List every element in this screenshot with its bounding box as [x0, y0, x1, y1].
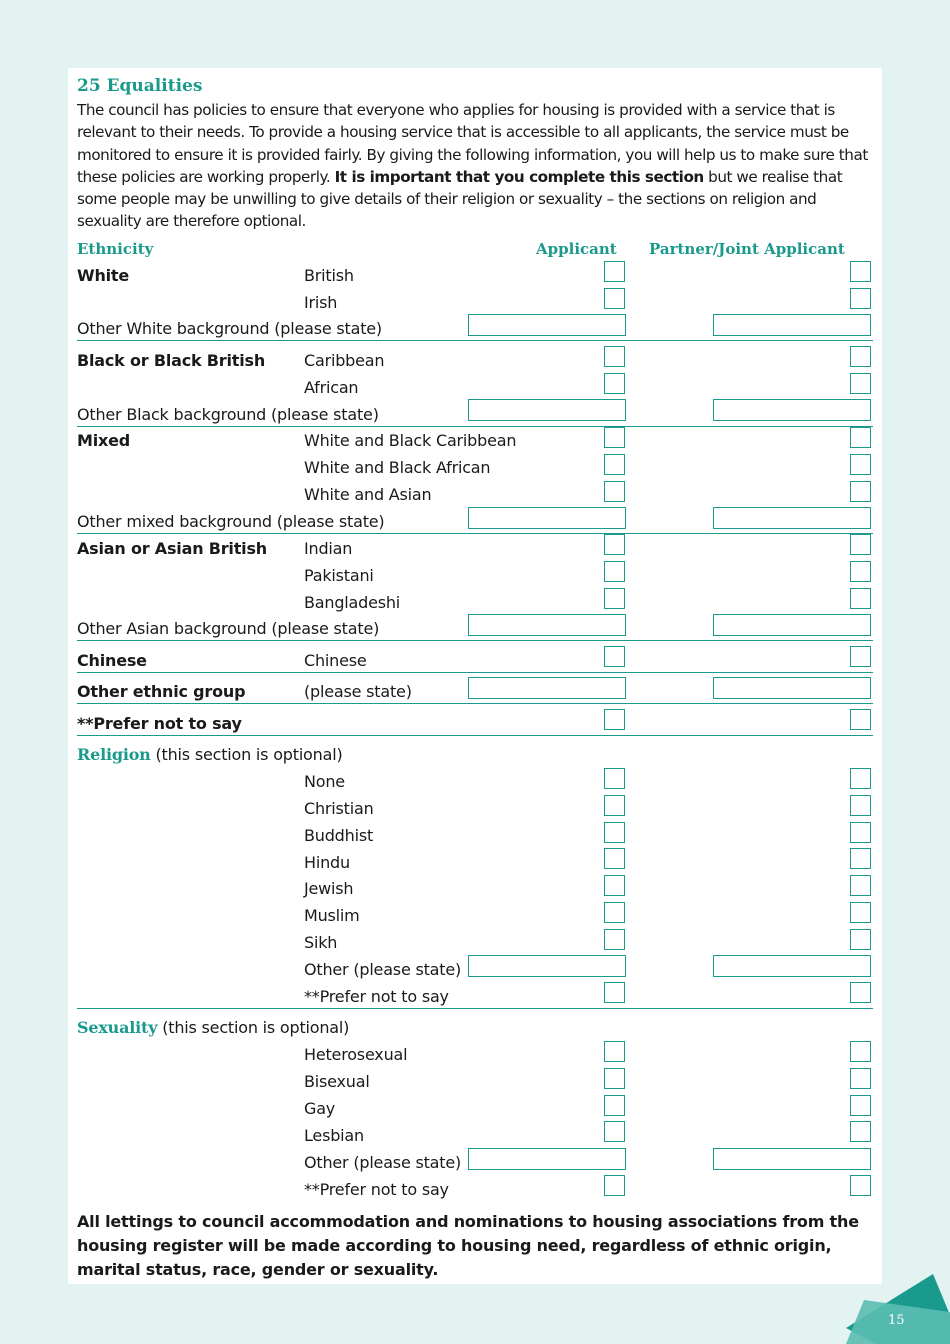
religion-option-muslim: Muslim — [304, 906, 360, 925]
sexuality-option-bisexual: Bisexual — [304, 1072, 370, 1091]
applicant-field-other-mixed[interactable] — [468, 507, 626, 529]
applicant-checkbox-white-black-caribbean[interactable] — [604, 427, 625, 448]
applicant-checkbox-muslim[interactable] — [604, 902, 625, 923]
option-chinese: Chinese — [304, 651, 367, 670]
applicant-checkbox-sexuality-prefer-not[interactable] — [604, 1175, 625, 1196]
partner-column-header: Partner/Joint Applicant — [649, 240, 845, 258]
applicant-checkbox-jewish[interactable] — [604, 875, 625, 896]
option-white-asian: White and Asian — [304, 485, 432, 504]
sexuality-option-gay: Gay — [304, 1099, 336, 1118]
option-pakistani: Pakistani — [304, 566, 374, 585]
partner-checkbox-white-black-caribbean[interactable] — [850, 427, 871, 448]
category-white: White — [77, 266, 130, 285]
partner-checkbox-sexuality-prefer-not[interactable] — [850, 1175, 871, 1196]
partner-checkbox-irish[interactable] — [850, 288, 871, 309]
intro-text-bold: It is important that you complete this section — [334, 167, 704, 186]
partner-checkbox-none[interactable] — [850, 768, 871, 789]
applicant-field-other-ethnic[interactable] — [468, 677, 626, 699]
ethnicity-heading: Ethnicity — [77, 240, 154, 258]
category-mixed: Mixed — [77, 431, 131, 450]
partner-checkbox-lesbian[interactable] — [850, 1121, 871, 1142]
applicant-field-sexuality-other[interactable] — [468, 1148, 626, 1170]
applicant-checkbox-bisexual[interactable] — [604, 1068, 625, 1089]
divider — [77, 533, 873, 534]
option-other-asian: Other Asian background (please state) — [77, 619, 380, 638]
divider — [77, 735, 873, 736]
partner-checkbox-gay[interactable] — [850, 1095, 871, 1116]
applicant-field-other-black[interactable] — [468, 399, 626, 421]
option-bangladeshi: Bangladeshi — [304, 593, 401, 612]
page-number: 15 — [888, 1313, 905, 1328]
divider — [77, 426, 873, 427]
applicant-checkbox-hindu[interactable] — [604, 848, 625, 869]
divider — [77, 703, 873, 704]
applicant-checkbox-heterosexual[interactable] — [604, 1041, 625, 1062]
applicant-checkbox-sikh[interactable] — [604, 929, 625, 950]
option-other-black: Other Black background (please state) — [77, 405, 379, 424]
section-intro — [77, 99, 877, 233]
applicant-checkbox-pakistani[interactable] — [604, 561, 625, 582]
option-british: British — [304, 266, 354, 285]
applicant-checkbox-lesbian[interactable] — [604, 1121, 625, 1142]
applicant-checkbox-bangladeshi[interactable] — [604, 588, 625, 609]
religion-option-christian: Christian — [304, 799, 374, 818]
religion-option-sikh: Sikh — [304, 933, 338, 952]
category-chinese: Chinese — [77, 651, 147, 670]
sexuality-option-heterosexual: Heterosexual — [304, 1045, 408, 1064]
partner-checkbox-religion-prefer-not[interactable] — [850, 982, 871, 1003]
applicant-field-other-asian[interactable] — [468, 614, 626, 636]
category-asian: Asian or Asian British — [77, 539, 267, 558]
divider — [77, 340, 873, 341]
partner-checkbox-jewish[interactable] — [850, 875, 871, 896]
partner-field-other-mixed[interactable] — [713, 507, 871, 529]
religion-option-hindu: Hindu — [304, 853, 350, 872]
partner-checkbox-indian[interactable] — [850, 534, 871, 555]
applicant-checkbox-ethnicity-prefer-not[interactable] — [604, 709, 625, 730]
applicant-checkbox-buddhist[interactable] — [604, 822, 625, 843]
partner-field-other-black[interactable] — [713, 399, 871, 421]
partner-checkbox-christian[interactable] — [850, 795, 871, 816]
option-african: African — [304, 378, 359, 397]
partner-checkbox-sikh[interactable] — [850, 929, 871, 950]
corner-decoration-shape — [840, 1270, 950, 1344]
religion-option-buddhist: Buddhist — [304, 826, 374, 845]
sexuality-option-lesbian: Lesbian — [304, 1126, 364, 1145]
partner-checkbox-white-black-african[interactable] — [850, 454, 871, 475]
partner-checkbox-white-asian[interactable] — [850, 481, 871, 502]
applicant-checkbox-none[interactable] — [604, 768, 625, 789]
applicant-checkbox-caribbean[interactable] — [604, 346, 625, 367]
applicant-checkbox-gay[interactable] — [604, 1095, 625, 1116]
option-irish: Irish — [304, 293, 338, 312]
partner-checkbox-african[interactable] — [850, 373, 871, 394]
partner-checkbox-chinese[interactable] — [850, 646, 871, 667]
partner-field-sexuality-other[interactable] — [713, 1148, 871, 1170]
partner-checkbox-ethnicity-prefer-not[interactable] — [850, 709, 871, 730]
religion-option-other: Other (please state) — [304, 960, 462, 979]
applicant-checkbox-religion-prefer-not[interactable] — [604, 982, 625, 1003]
intro-text-1: The council has policies to ensure that everyone who applies for housing is provided with a service that is relevant to their needs. To provide a housing service that is accessible to all applicants, the service must be monitored to ensure it is provided fairly. By giving the following information, you will help us to make sure that these policies are working properly. — [77, 101, 868, 186]
divider — [77, 1008, 873, 1009]
partner-checkbox-british[interactable] — [850, 261, 871, 282]
section-title: 25 Equalities — [77, 76, 203, 96]
partner-checkbox-hindu[interactable] — [850, 848, 871, 869]
lettings-statement: All lettings to council accommodation and nominations to housing associations from the housing register will be made according to housing need, regardless of ethnic origin, marital status, race, gender or sexuality. — [77, 1212, 859, 1279]
partner-field-other-asian[interactable] — [713, 614, 871, 636]
partner-checkbox-muslim[interactable] — [850, 902, 871, 923]
option-other-mixed: Other mixed background (please state) — [77, 512, 385, 531]
option-white-black-african: White and Black African — [304, 458, 491, 477]
option-other-ethnic: (please state) — [304, 682, 412, 701]
religion-heading-row — [77, 745, 342, 764]
applicant-checkbox-christian[interactable] — [604, 795, 625, 816]
partner-checkbox-bangladeshi[interactable] — [850, 588, 871, 609]
category-black: Black or Black British — [77, 351, 266, 370]
divider — [77, 640, 873, 641]
option-white-black-caribbean: White and Black Caribbean — [304, 431, 517, 450]
applicant-checkbox-white-black-african[interactable] — [604, 454, 625, 475]
partner-checkbox-bisexual[interactable] — [850, 1068, 871, 1089]
religion-note: (this section is optional) — [150, 745, 343, 764]
partner-field-religion-other[interactable] — [713, 955, 871, 977]
partner-checkbox-pakistani[interactable] — [850, 561, 871, 582]
partner-field-other-ethnic[interactable] — [713, 677, 871, 699]
applicant-checkbox-chinese[interactable] — [604, 646, 625, 667]
category-other-ethnic: Other ethnic group — [77, 682, 246, 701]
religion-option-none: None — [304, 772, 345, 791]
applicant-column-header: Applicant — [536, 240, 617, 258]
partner-checkbox-buddhist[interactable] — [850, 822, 871, 843]
applicant-checkbox-white-asian[interactable] — [604, 481, 625, 502]
applicant-field-other-white[interactable] — [468, 314, 626, 336]
applicant-checkbox-indian[interactable] — [604, 534, 625, 555]
applicant-field-religion-other[interactable] — [468, 955, 626, 977]
sexuality-option-other: Other (please state) — [304, 1153, 462, 1172]
applicant-checkbox-irish[interactable] — [604, 288, 625, 309]
option-other-white: Other White background (please state) — [77, 319, 382, 338]
option-indian: Indian — [304, 539, 353, 558]
religion-option-jewish: Jewish — [304, 879, 354, 898]
option-caribbean: Caribbean — [304, 351, 385, 370]
religion-heading: Religion — [77, 745, 151, 764]
sexuality-note: (this section is optional) — [157, 1018, 350, 1037]
religion-option-prefer-not: **Prefer not to say — [304, 987, 449, 1006]
sexuality-option-prefer-not: **Prefer not to say — [304, 1180, 449, 1199]
partner-checkbox-heterosexual[interactable] — [850, 1041, 871, 1062]
intro-text-2: but we realise that some people may be unwilling to give details of their religion or sexuality – the sections on religion and sexuality are therefore optional. — [77, 167, 843, 231]
category-prefer-not: **Prefer not to say — [77, 714, 242, 733]
applicant-checkbox-african[interactable] — [604, 373, 625, 394]
divider — [77, 672, 873, 673]
sexuality-heading-row — [77, 1018, 349, 1037]
partner-field-other-white[interactable] — [713, 314, 871, 336]
partner-checkbox-caribbean[interactable] — [850, 346, 871, 367]
applicant-checkbox-british[interactable] — [604, 261, 625, 282]
sexuality-heading: Sexuality — [77, 1018, 158, 1037]
